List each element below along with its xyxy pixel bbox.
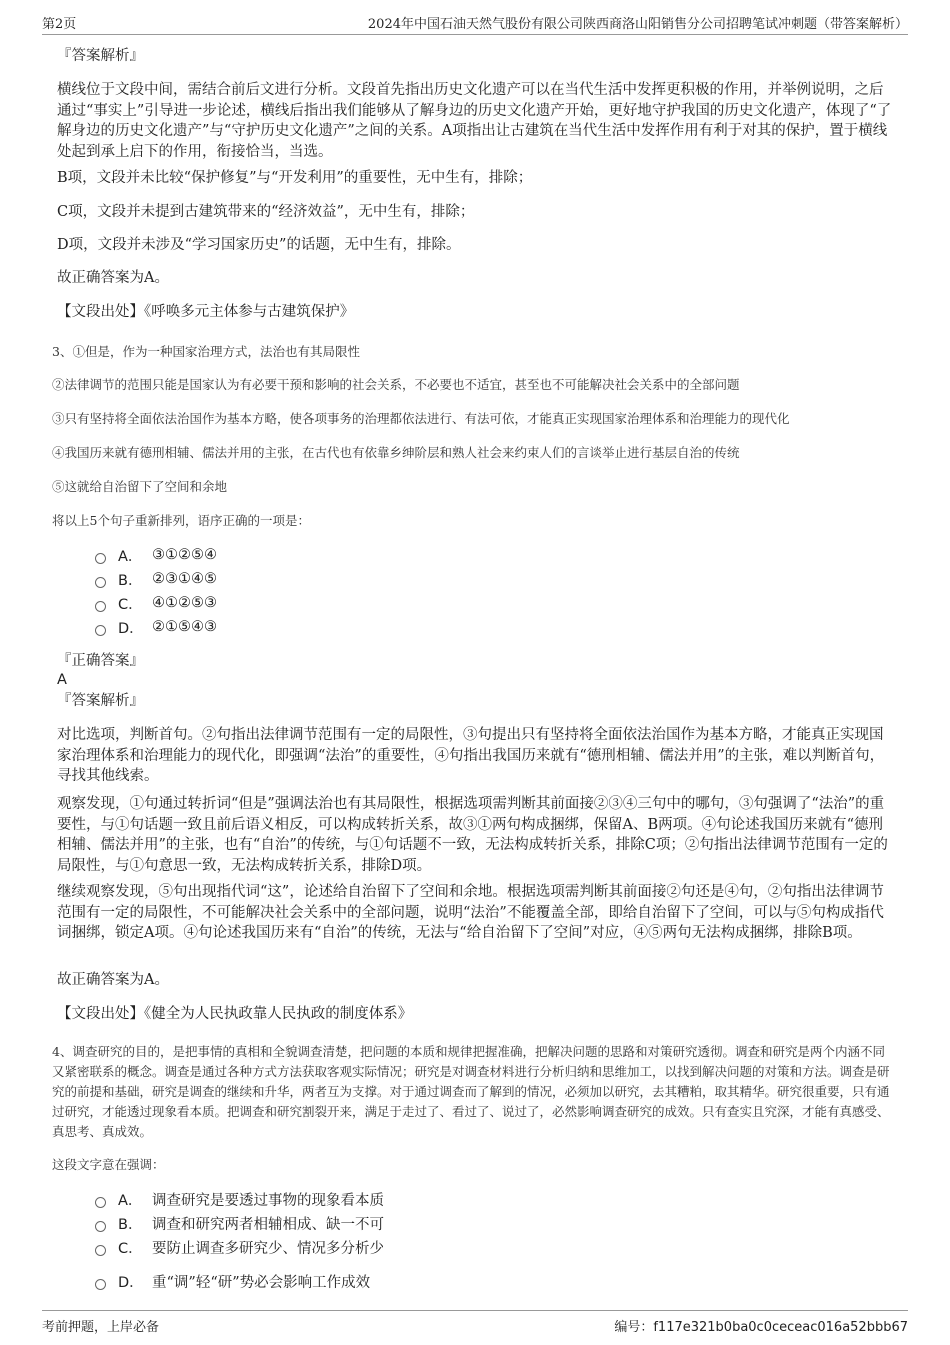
q2-conclusion: 故正确答案为A。 — [57, 270, 169, 286]
q2-analysis-p4: D项，文段并未涉及“学习国家历史”的话题，无中生有，排除。 — [57, 237, 461, 253]
q4-option-a[interactable]: A． 调查研究是要透过事物的现象看本质 — [95, 1187, 384, 1211]
q2-analysis-label: 『答案解析』 — [57, 48, 144, 64]
q2-source: 【文段出处】《呼唤多元主体参与古建筑保护》 — [57, 304, 355, 320]
q2-analysis-p3: C项，文段并未提到古建筑带来的“经济效益”，无中生有，排除； — [57, 204, 475, 220]
document-title: 2024年中国石油天然气股份有限公司陕西商洛山阳销售分公司招聘笔试冲刺题（带答案解析） — [367, 17, 908, 32]
q4-stem: 4、调查研究的目的，是把事情的真相和全貌调查清楚，把问题的本质和规律把握准确，把解决问题的思路和对策研究透彻。调查和研究是两个内涵不同又紧密联系的概念。调查是通过各种方式方法获取客观实际情况；研究是对调查材料进行分析归纳和思维加工，以找到解决问题的对策和方法。调查是研究的前提和基础，研究是调查的继续和升华，两者互为支撑。对于通过调查而了解到的情况，必须加以研究，去其糟粕，取其精华。研究很重要，只有通过研究，才能透过现象看本质。把调查和研究割裂开来，满足于走过了、看过了、说过了，必然影响调查研究的成效。只有查实且究深，才能有真感受、真思考、真成效。 — [52, 1044, 890, 1139]
q3-conclusion: 故正确答案为A。 — [57, 972, 169, 988]
document-id: 编号：f117e321b0ba0c0ceceac016a52bbb67 — [614, 1320, 908, 1335]
q3-source: 【文段出处】《健全为人民执政靠人民执政的制度体系》 — [57, 1006, 413, 1022]
q3-answer-label: 『正确答案』 — [57, 653, 144, 669]
radio-icon[interactable] — [95, 1197, 106, 1208]
radio-icon[interactable] — [95, 1245, 106, 1256]
q3-prompt: 将以上5个句子重新排列，语序正确的一项是： — [52, 513, 310, 528]
page-number: 第2页 — [42, 17, 77, 32]
q4-prompt: 这段文字意在强调： — [52, 1157, 165, 1172]
radio-icon[interactable] — [95, 601, 106, 612]
radio-icon[interactable] — [95, 553, 106, 564]
radio-icon[interactable] — [95, 1221, 106, 1232]
q3-option-d[interactable]: D． ②①⑤④③ — [95, 615, 217, 639]
q3-option-b[interactable]: B． ②③①④⑤ — [95, 567, 217, 591]
page-footer — [42, 1310, 908, 1335]
footer-slogan: 考前押题，上岸必备 — [42, 1320, 160, 1335]
q3-option-a[interactable]: A． ③①②⑤④ — [95, 543, 217, 567]
q3-analysis-p1: 对比选项，判断首句。②句指出法律调节范围有一定的局限性，③句提出只有坚持将全面依法治国作为基本方略，才能真正实现国家治理体系和治理能力的现代化，即强调“法治”的重要性，④句指出我国历来就有“德刑相辅、儒法并用”的主张，难以判断首句，寻找其他线索。 — [57, 727, 885, 784]
q3-answer: A — [57, 672, 67, 688]
radio-icon[interactable] — [95, 577, 106, 588]
radio-icon[interactable] — [95, 625, 106, 636]
q3-sentence-5: ⑤这就给自治留下了空间和余地 — [52, 479, 228, 494]
q4-option-d[interactable]: D． 重“调”轻“研”势必会影响工作成效 — [95, 1269, 384, 1293]
q3-analysis-label: 『答案解析』 — [57, 693, 144, 709]
q3-analysis-p3: 继续观察发现，⑤句出现指代词“这”，论述给自治留下了空间和余地。根据选项需判断其前面接②句还是④句，②句指出法律调节范围有一定的局限性，不可能解决社会关系中的全部问题，说明“法治”不能覆盖全部，即给自治留下了空间，可以与⑤句构成指代词捆绑，锁定A项。④句论述我国历来有“自治”的传统，无法与“给自治留下了空间”对应，④⑤两句无法构成捆绑，排除B项。 — [57, 884, 884, 941]
q3-sentence-3: ③只有坚持将全面依法治国作为基本方略，使各项事务的治理都依法进行、有法可依，才能真正实现国家治理体系和治理能力的现代化 — [52, 411, 790, 426]
q2-analysis-p1: 横线位于文段中间，需结合前后文进行分析。文段首先指出历史文化遗产可以在当代生活中发挥更积极的作用，并举例说明，之后通过“事实上”引导进一步论述，横线后指出我们能够从了解身边的历史文化遗产开始，更好地守护我国的历史文化遗产，体现了“了解身边的历史文化遗产”与“守护历史文化遗产”之间的关系。A项指出让古建筑在当代生活中发挥作用有利于对其的保护，置于横线处起到承上启下的作用，衔接恰当，当选。 — [57, 82, 892, 160]
q3-sentence-4: ④我国历来就有德刑相辅、儒法并用的主张，在古代也有依靠乡绅阶层和熟人社会来约束人们的言谈举止进行基层自治的传统 — [52, 445, 740, 460]
q3-sentence-2: ②法律调节的范围只能是国家认为有必要干预和影响的社会关系，不必要也不适宜，甚至也不可能解决社会关系中的全部问题 — [52, 377, 740, 392]
q3-options — [57, 543, 217, 639]
q3-analysis-p2: 观察发现，①句通过转折词“但是”强调法治也有其局限性，根据选项需判断其前面接②③④三句中的哪句，③句强调了“法治”的重要性，与①句话题一致且前后语义相反，可以构成转折关系，故③①两句构成捆绑，保留A、B两项。④句论述我国历来就有“德刑相辅、儒法并用”的主张，也有“自治”的传统，与①句话题不一致，无法构成转折关系，排除C项；②句指出法律调节范围有一定的局限性，与①句意思一致，无法构成转折关系，排除D项。 — [57, 796, 888, 874]
q4-option-b[interactable]: B． 调查和研究两者相辅相成、缺一不可 — [95, 1211, 384, 1235]
q4-option-c[interactable]: C． 要防止调查多研究少、情况多分析少 — [95, 1235, 384, 1259]
q3-option-c[interactable]: C． ④①②⑤③ — [95, 591, 217, 615]
q4-options — [57, 1187, 384, 1293]
q2-analysis-p2: B项，文段并未比较“保护修复”与“开发利用”的重要性，无中生有，排除； — [57, 170, 533, 186]
radio-icon[interactable] — [95, 1279, 106, 1290]
q3-sentence-1: 3、①但是，作为一种国家治理方式，法治也有其局限性 — [52, 344, 360, 359]
page-header — [42, 10, 908, 35]
